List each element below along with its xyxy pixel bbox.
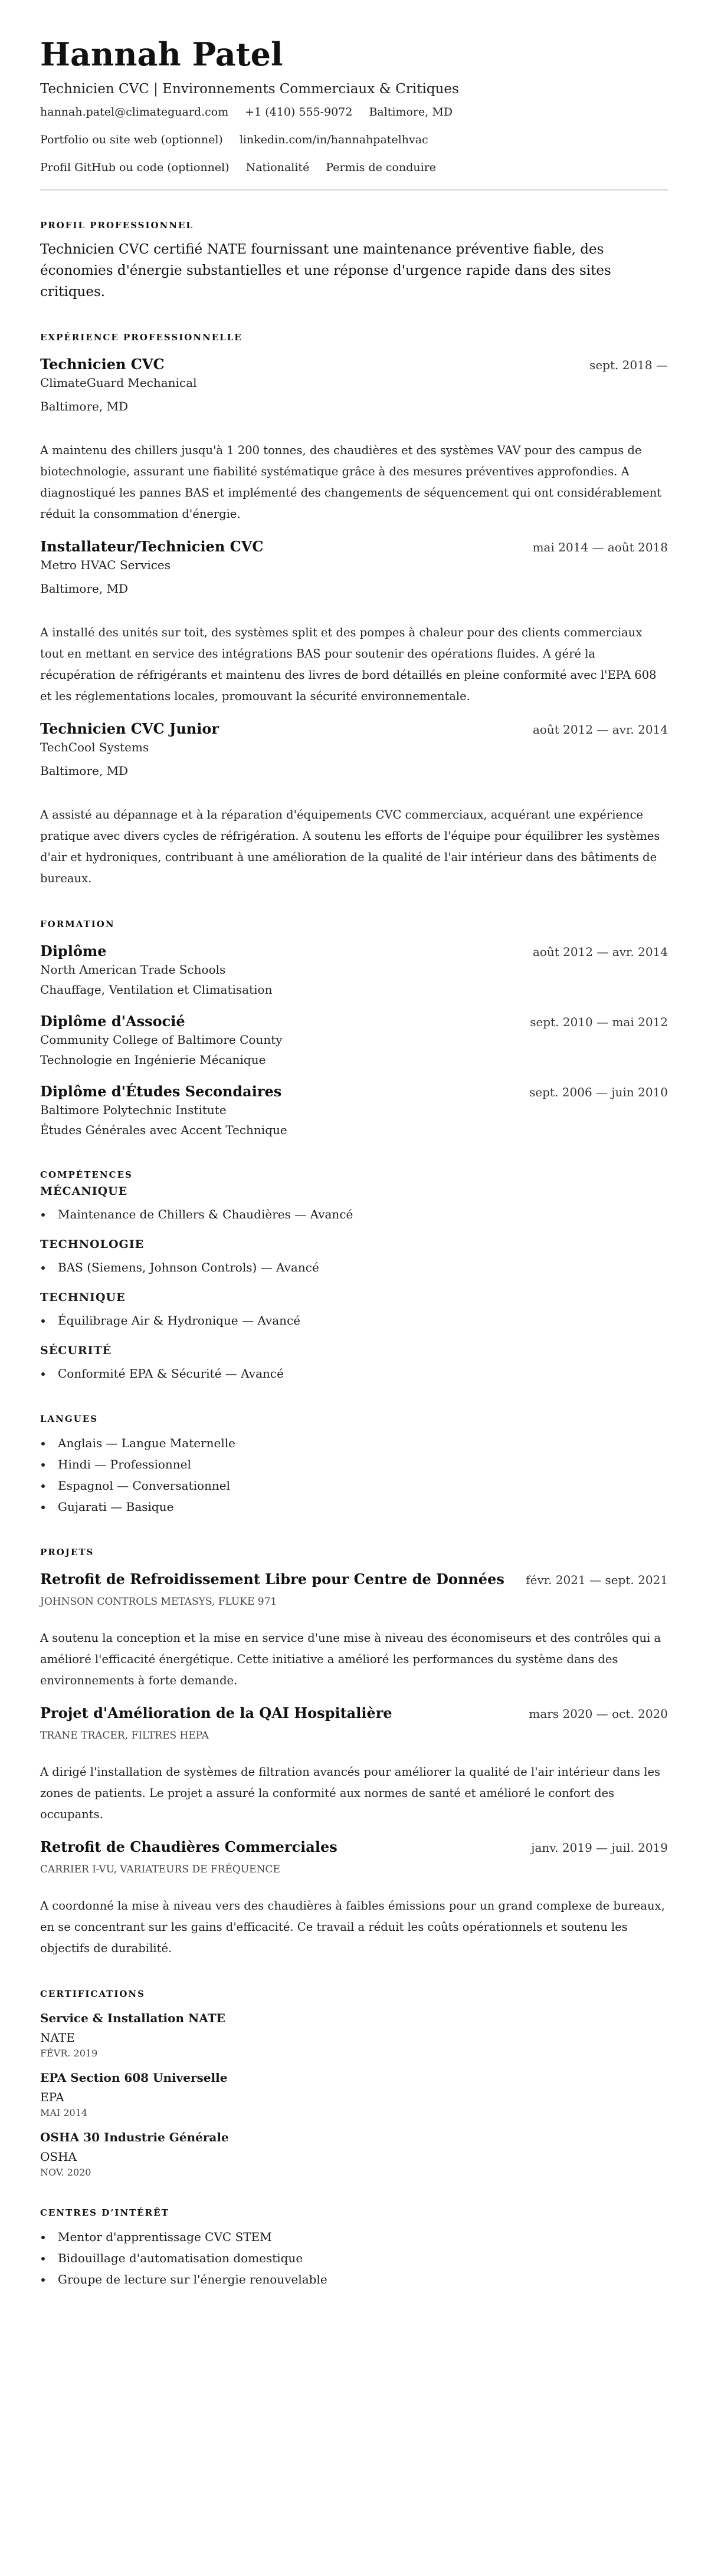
degree: Diplôme d'Associé <box>40 1013 185 1030</box>
certification-title: Service & Installation NATE <box>40 2011 225 2025</box>
skill-items <box>40 1310 668 1331</box>
education-entry <box>40 1013 668 1070</box>
certification-title: OSHA 30 Industrie Générale <box>40 2130 229 2144</box>
section-heading-experience: EXPÉRIENCE PROFESSIONNELLE <box>40 332 242 343</box>
experience-entry <box>40 538 668 707</box>
contact-item: Portfolio ou site web (optionnel) <box>40 133 223 146</box>
education-date: sept. 2010 — mai 2012 <box>530 1015 668 1029</box>
language-item: Hindi — Professionnel <box>40 1454 668 1475</box>
language-item: Anglais — Langue Maternelle <box>40 1432 668 1454</box>
education-entry <box>40 1083 668 1140</box>
project-date: janv. 2019 — juil. 2019 <box>531 1841 668 1855</box>
skill-items <box>40 1257 668 1278</box>
certification-date: NOV. 2020 <box>40 2167 91 2178</box>
job-description: A maintenu des chillers jusqu'à 1 200 tonnes, des chaudières et des systèmes VAV pour des campus de biotechnologie, assurant une fiabilité systématique grâce à des mesures préventives approfondies. A diagnostiqué les pannes BAS et implémenté des changements de séquencement qui ont considérablement réduit la consommation d'énergie. <box>40 443 662 521</box>
project-description: A dirigé l'installation de systèmes de filtration avancés pour améliorer la qualité de l'air intérieur dans les zones de patients. Le projet a assuré la conformité aux normes de santé et amélioré le confort des occupants. <box>40 1765 661 1821</box>
project-title: Retrofit de Chaudières Commerciales <box>40 1838 337 1855</box>
job-title: Technicien CVC <box>40 356 165 373</box>
company: ClimateGuard Mechanical <box>40 376 197 390</box>
interest-item: Bidouillage d'automatisation domestique <box>40 2248 668 2269</box>
contact-item: Profil GitHub ou code (optionnel) <box>40 161 230 174</box>
certifications-list <box>40 2011 668 2178</box>
entry-header <box>40 1704 668 1721</box>
skill-items <box>40 1204 668 1225</box>
skill-item: Maintenance de Chillers & Chaudières — Avancé <box>40 1204 668 1225</box>
section-heading-interests: CENTRES D’INTÉRÊT <box>40 2207 169 2218</box>
entry-header <box>40 942 668 960</box>
project-description: A soutenu la conception et la mise en service d'une mise à niveau des économiseurs et des contrôles qui a amélioré l'efficacité énergétique. Cette initiative a amélioré les performances du système dans des environnements à forte demande. <box>40 1631 661 1687</box>
languages-list <box>40 1432 668 1517</box>
education-list <box>40 942 668 1140</box>
school: Baltimore Polytechnic Institute <box>40 1103 227 1117</box>
project-technologies: CARRIER I-VU, VARIATEURS DE FRÉQUENCE <box>40 1864 280 1875</box>
project-date: mars 2020 — oct. 2020 <box>529 1707 668 1721</box>
contact-row <box>40 133 668 147</box>
section-heading-certifications: CERTIFICATIONS <box>40 1989 145 1999</box>
language-item: Gujarati — Basique <box>40 1496 668 1517</box>
field: Études Générales avec Accent Technique <box>40 1123 287 1137</box>
certification-date: MAI 2014 <box>40 2107 88 2118</box>
project-description: A coordonné la mise à niveau vers des chaudières à faibles émissions pour un grand complexe de bureaux, en se concentrant sur les gains d'efficacité. Ce travail a réduit les coûts opérationnels et soutenu les objectifs de durabilité. <box>40 1899 665 1955</box>
project-technologies: TRANE TRACER, FILTRES HEPA <box>40 1730 209 1742</box>
certification-issuer: OSHA <box>40 2150 77 2164</box>
entry-header <box>40 356 668 373</box>
skill-category: TECHNIQUE <box>40 1291 126 1304</box>
certification-issuer: NATE <box>40 2030 75 2045</box>
project-technologies: JOHNSON CONTROLS METASYS, FLUKE 971 <box>40 1596 277 1608</box>
job-date: août 2012 — avr. 2014 <box>532 722 668 737</box>
company: TechCool Systems <box>40 740 149 754</box>
language-item: Espagnol — Conversationnel <box>40 1475 668 1496</box>
contact-item: +1 (410) 555-9072 <box>245 106 353 119</box>
education-date: sept. 2006 — juin 2010 <box>529 1085 668 1099</box>
location: Baltimore, MD <box>40 764 129 778</box>
skills-list <box>40 1185 668 1384</box>
divider <box>40 189 668 190</box>
entry-header <box>40 1838 668 1855</box>
projects-list <box>40 1570 668 1959</box>
interests-list <box>40 2226 668 2290</box>
contact-item[interactable]: hannah.patel@climateguard.com <box>40 106 229 119</box>
job-date: sept. 2018 — <box>589 358 668 372</box>
experience-entry <box>40 720 668 889</box>
entry-header <box>40 720 668 737</box>
degree: Diplôme d'Études Secondaires <box>40 1083 282 1100</box>
school: North American Trade Schools <box>40 962 226 977</box>
project-title: Projet d'Amélioration de la QAI Hospitalière <box>40 1704 392 1721</box>
company: Metro HVAC Services <box>40 558 171 572</box>
contact-item: Nationalité <box>245 161 310 174</box>
summary-text: Technicien CVC certifié NATE fournissant une maintenance préventive fiable, des économies d'énergie substantielles et une réponse d'urgence rapide dans des sites critiques. <box>40 242 611 300</box>
education-entry <box>40 942 668 1000</box>
skill-category: MÉCANIQUE <box>40 1185 128 1198</box>
interest-item: Groupe de lecture sur l'énergie renouvelable <box>40 2269 668 2290</box>
experience-list <box>40 356 668 889</box>
contact-item: Baltimore, MD <box>369 106 453 119</box>
project-entry <box>40 1570 668 1691</box>
skill-category: SÉCURITÉ <box>40 1344 112 1357</box>
section-heading-projects: PROJETS <box>40 1547 94 1558</box>
project-title: Retrofit de Refroidissement Libre pour Centre de Données <box>40 1570 504 1588</box>
entry-header <box>40 1570 668 1588</box>
certification-issuer: EPA <box>40 2090 64 2104</box>
certification-date: FÉVR. 2019 <box>40 2048 98 2059</box>
education-date: août 2012 — avr. 2014 <box>532 945 668 959</box>
contact-row <box>40 105 668 119</box>
entry-header <box>40 1083 668 1100</box>
project-entry <box>40 1838 668 1959</box>
entry-header <box>40 538 668 555</box>
skill-item: Équilibrage Air & Hydronique — Avancé <box>40 1310 668 1331</box>
name: Hannah Patel <box>40 35 283 73</box>
certification-title: EPA Section 608 Universelle <box>40 2071 228 2085</box>
contact-row <box>40 160 668 175</box>
location: Baltimore, MD <box>40 399 129 413</box>
school: Community College of Baltimore County <box>40 1033 283 1047</box>
job-date: mai 2014 — août 2018 <box>532 540 668 554</box>
job-description: A assisté au dépannage et à la réparation d'équipements CVC commerciaux, acquérant une expérience pratique avec divers cycles de réfrigération. A soutenu les efforts de l'équipe pour équilibrer les systèmes d'air et hydroniques, contribuant à une amélioration de la qualité de l'air intérieur dans des bâtiments de bureaux. <box>40 808 660 885</box>
section-heading-languages: LANGUES <box>40 1414 99 1424</box>
contact-item: Permis de conduire <box>326 161 437 174</box>
skill-item: BAS (Siemens, Johnson Controls) — Avancé <box>40 1257 668 1278</box>
skill-category: TECHNOLOGIE <box>40 1238 145 1251</box>
degree: Diplôme <box>40 942 107 960</box>
location: Baltimore, MD <box>40 581 129 596</box>
certification-entry <box>40 2011 668 2059</box>
project-date: févr. 2021 — sept. 2021 <box>526 1573 668 1587</box>
certification-entry <box>40 2130 668 2178</box>
project-entry <box>40 1704 668 1825</box>
job-title: Installateur/Technicien CVC <box>40 538 264 555</box>
job-title: Technicien CVC Junior <box>40 720 219 737</box>
field: Technologie en Ingénierie Mécanique <box>40 1053 266 1067</box>
section-heading-skills: COMPÉTENCES <box>40 1169 133 1180</box>
subtitle: Technicien CVC | Environnements Commerciaux & Critiques <box>40 81 459 97</box>
contact-info <box>40 105 668 175</box>
job-description: A installé des unités sur toit, des systèmes split et des pompes à chaleur pour des clients commerciaux tout en mettant en service des intégrations BAS pour soutenir des opérations fluides. A géré la récupération de réfrigérants et maintenu des livres de bord détaillés en pleine conformité avec l'EPA 608 et les réglementations locales, promouvant la sécurité environnementale. <box>40 626 657 703</box>
entry-header <box>40 1013 668 1030</box>
section-heading-education: FORMATION <box>40 919 115 929</box>
section-heading-summary: PROFIL PROFESSIONNEL <box>40 220 194 231</box>
field: Chauffage, Ventilation et Climatisation <box>40 983 273 997</box>
contact-item[interactable]: linkedin.com/in/hannahpatelhvac <box>239 133 428 146</box>
skill-items <box>40 1363 668 1384</box>
experience-entry <box>40 356 668 525</box>
skill-item: Conformité EPA & Sécurité — Avancé <box>40 1363 668 1384</box>
interest-item: Mentor d'apprentissage CVC STEM <box>40 2226 668 2248</box>
certification-entry <box>40 2071 668 2118</box>
